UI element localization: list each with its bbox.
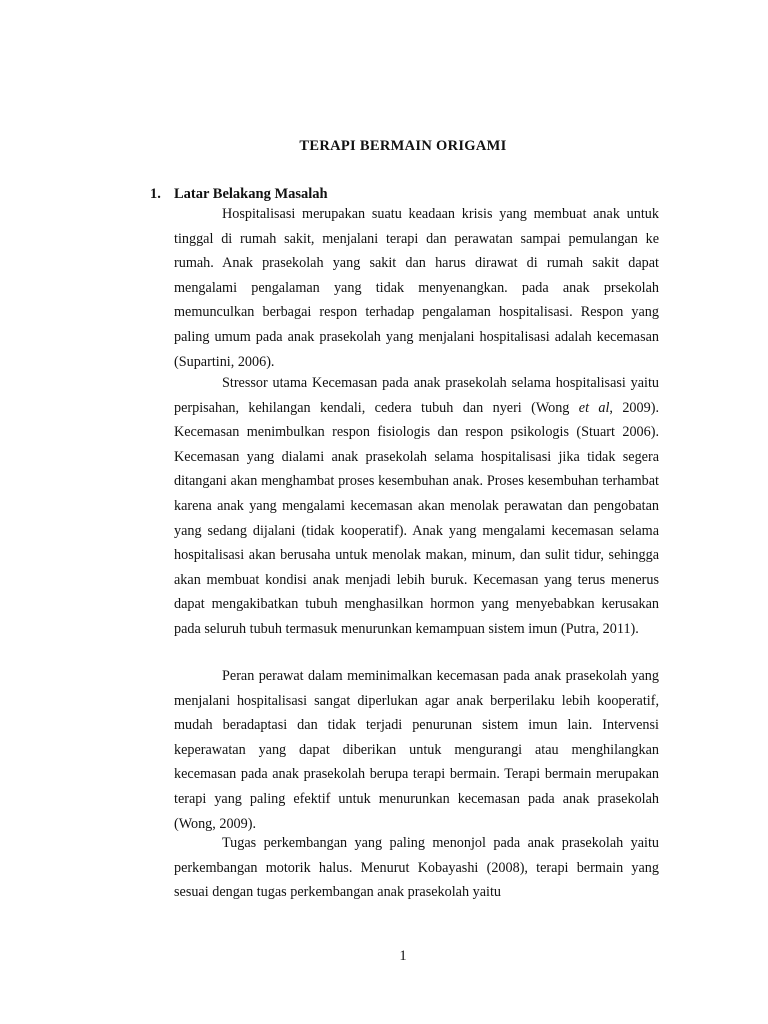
- section-heading-text: Latar Belakang Masalah: [174, 186, 328, 202]
- paragraph-text: Peran perawat dalam meminimalkan kecemasan pada anak prasekolah yang menjalani hospitalisasi sangat diperlukan agar anak berperilaku lebih kooperatif, mudah beradaptasi dan tidak terjadi penurunan sistem imun lain. Intervensi keperawatan yang dapat diberikan untuk mengurangi atau menghilangkan kecemasan pada anak prasekolah berupa terapi bermain. Terapi bermain merupakan terapi yang paling efektif untuk menurunkan kecemasan pada anak prasekolah (Wong, 2009).: [174, 668, 659, 832]
- document-title: TERAPI BERMAIN ORIGAMI: [299, 138, 507, 154]
- paragraph-2-italic: et al: [578, 399, 610, 416]
- paragraph-2-lead: Stressor utama Kecemasan pada anak prasekolah selama hospitalisasi yaitu perpisahan, kehilangan kendali, cedera tubuh dan nyeri (Wong: [174, 375, 659, 416]
- paragraph-1: [174, 202, 659, 374]
- paragraph-text: Hospitalisasi merupakan suatu keadaan krisis yang membuat anak untuk tinggal di rumah sakit, menjalani terapi dan perawatan sampai pemulangan ke rumah. Anak prasekolah yang sakit dan harus dirawat di rumah sakit dapat mengalami pengalaman yang tidak menyenangkan. pada anak prsekolah memunculkan berbagai respon terhadap pengalaman hospitalisasi. Respon yang paling umum pada anak prasekolah yang menjalani hospitalisasi adalah kecemasan (Supartini, 2006).: [174, 206, 659, 370]
- page-number: 1: [399, 948, 407, 964]
- paragraph-2-rest: Kecemasan menimbulkan respon fisiologis dan respon psikologis (Stuart 2006). Kecemasan yang dialami anak prasekolah selama hospitalisasi jika tidak segera ditangani akan menghambat proses kesembuhan anak. Proses kesembuhan terhambat karena anak yang mengalami kecemasan akan menolak perawatan dan pengobatan yang sedang dijalani (tidak kooperatif). Anak yang mengalami kecemasan selama hospitalisasi akan berusaha untuk menolak makan, minum, dan sulit tidur, sehingga akan membuat kondisi anak menjadi lebih buruk. Kecemasan yang terus menerus dapat mengakibatkan tubuh menghasilkan hormon yang menyebabkan kerusakan pada seluruh tubuh termasuk menurunkan kemampuan sistem imun (Putra, 2011).: [174, 424, 659, 637]
- paragraph-2: [174, 371, 659, 642]
- paragraph-2-citation-end: , 2009).: [609, 399, 659, 416]
- paragraph-text: Tugas perkembangan yang paling menonjol pada anak prasekolah yaitu perkembangan motorik halus. Menurut Kobayashi (2008), terapi bermain yang sesuai dengan tugas perkembangan anak prasekolah yaitu: [174, 835, 659, 901]
- paragraph-text: [174, 371, 659, 642]
- section-heading: [150, 186, 328, 203]
- paragraph-3: [174, 664, 659, 836]
- section-number: 1.: [150, 186, 161, 202]
- paragraph-4: [174, 831, 659, 905]
